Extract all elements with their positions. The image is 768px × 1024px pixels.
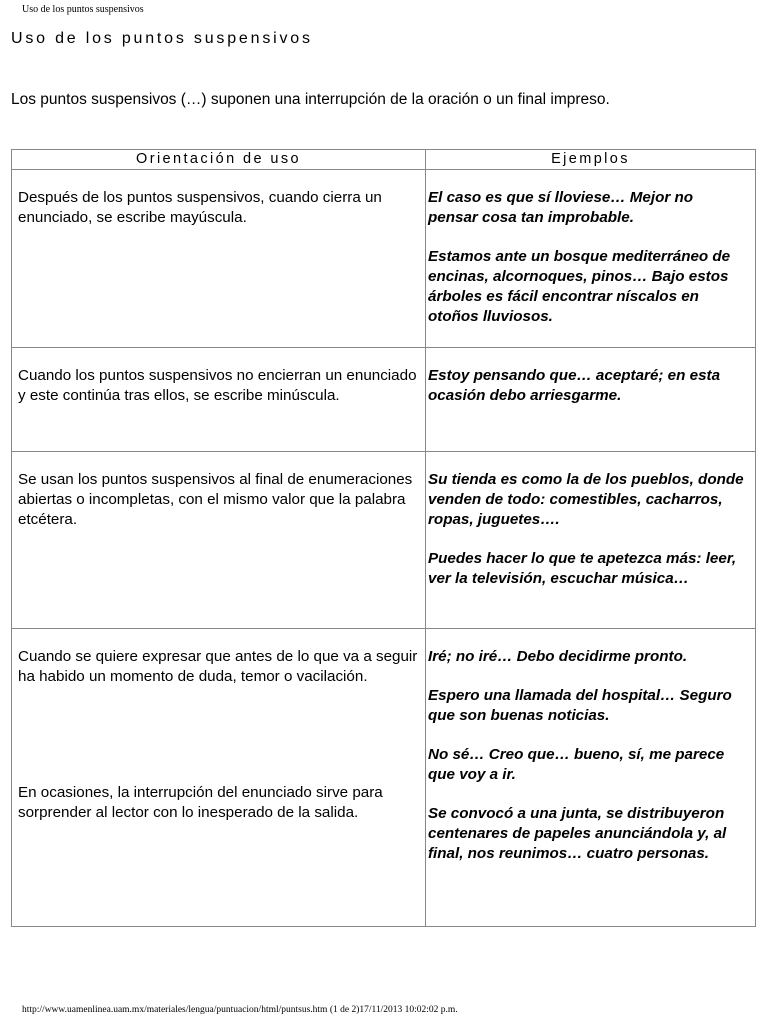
example-text: Estoy pensando que… aceptaré; en esta ocasión debo arriesgarme. bbox=[428, 367, 721, 404]
orientation-cell bbox=[12, 629, 426, 927]
examples-cell bbox=[426, 170, 756, 348]
header-orientation: Orientación de uso bbox=[12, 150, 426, 170]
orientation-text: Cuando los puntos suspensivos no encierran un enunciado y este continúa tras ellos, se escribe minúscula. bbox=[18, 367, 417, 404]
orientation-text: Después de los puntos suspensivos, cuando cierra un enunciado, se escribe mayúscula. bbox=[18, 189, 382, 226]
example-text: El caso es que sí lloviese… Mejor no pensar cosa tan improbable. bbox=[428, 189, 694, 226]
example-text: Se convocó a una junta, se distribuyeron centenares de papeles anunciándola y, al final, nos reunimos… cuatro personas. bbox=[428, 805, 727, 862]
example-text: Puedes hacer lo que te apetezca más: leer, ver la televisión, escuchar música… bbox=[428, 550, 737, 587]
table-row bbox=[12, 452, 756, 629]
print-header: Uso de los puntos suspensivos bbox=[22, 4, 144, 15]
example-text: Iré; no iré… Debo decidirme pronto. bbox=[428, 648, 688, 665]
table-row bbox=[12, 348, 756, 452]
intro-paragraph: Los puntos suspensivos (…) suponen una interrupción de la oración o un final impreso. bbox=[11, 91, 610, 108]
examples-cell bbox=[426, 629, 756, 927]
orientation-text: Se usan los puntos suspensivos al final de enumeraciones abiertas o incompletas, con el mismo valor que la palabra etcétera. bbox=[18, 471, 413, 528]
example-text: Su tienda es como la de los pueblos, donde venden de todo: comestibles, cacharros, ropas, juguetes…. bbox=[428, 471, 744, 528]
example-text: Estamos ante un bosque mediterráneo de encinas, alcornoques, pinos… Bajo estos árboles es fácil encontrar níscalos en otoños lluviosos. bbox=[428, 248, 731, 325]
table-row bbox=[12, 170, 756, 348]
examples-cell bbox=[426, 348, 756, 452]
orientation-text: Cuando se quiere expresar que antes de lo que va a seguir ha habido un momento de duda, temor o vacilación. bbox=[18, 648, 418, 685]
print-footer-url: http://www.uamenlinea.uam.mx/materiales/lengua/puntuacion/html/puntsus.htm (1 de 2)17/11/2013 10:02:02 p.m. bbox=[22, 1005, 458, 1015]
header-examples: Ejemplos bbox=[426, 150, 756, 170]
table-row bbox=[12, 629, 756, 927]
orientation-cell bbox=[12, 452, 426, 629]
usage-table bbox=[11, 149, 756, 927]
example-text: Espero una llamada del hospital… Seguro que son buenas noticias. bbox=[428, 687, 732, 724]
table-header-row bbox=[12, 150, 756, 170]
orientation-text: En ocasiones, la interrupción del enunciado sirve para sorprender al lector con lo inesperado de la salida. bbox=[18, 784, 383, 821]
orientation-cell bbox=[12, 170, 426, 348]
example-text: No sé… Creo que… bueno, sí, me parece que voy a ir. bbox=[428, 746, 725, 783]
orientation-cell bbox=[12, 348, 426, 452]
page-title: Uso de los puntos suspensivos bbox=[11, 30, 313, 47]
examples-cell bbox=[426, 452, 756, 629]
